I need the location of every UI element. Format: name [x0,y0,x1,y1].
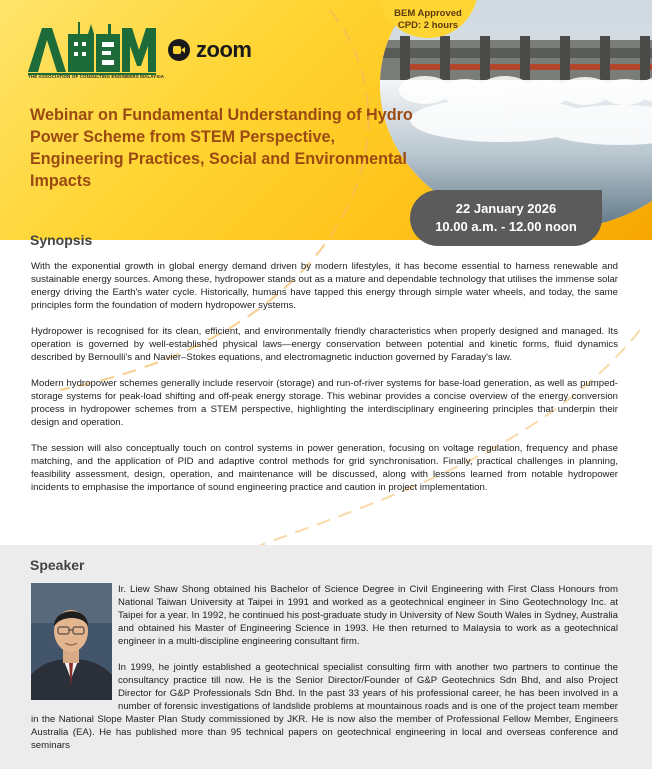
webinar-title: Webinar on Fundamental Understanding of Hydro Power Scheme from STEM Perspective, Engineering Practices, Social and Environmental Impacts [30,106,413,190]
bio-paragraph: In 1999, he jointly established a geotechnical specialist consulting firm with another two partners to continue the consultancy practice till now. He is the Senior Director/Founder of G&P Geotechnics Sdn Bhd, and also Project Director for G&P Professionals Sdn Bhd. In the past 33 years of his professional career, he has been involved in a number of forensic investigations of landslide problems at mountainous roads and is one of the project team member in the National Slope Master Plan Study commissioned by JKR. He is now also the member of Professional Fellow Member, Engineers Australia (EA). He has published more than 95 technical papers on geotechnical engineering in local and overseas conference and seminars [31,662,618,751]
zoom-label: zoom [196,37,252,62]
bio-paragraph: Ir. Liew Shaw Shong obtained his Bachelor of Science Degree in Civil Engineering with First Class Honours from National Taiwan University at Taipei in 1991 and worked as a geotechnical engineer in Sino Geotechnology Inc. at Taipei for a year. In 1992, he continued his post-graduate study in University of New South Wales in Sydney, Australia and obtained his Master of Engineering Science in 1993. He then returned to Malaysia to work as a geotechnical engineer in a multi-discipline engineering consultant firm. [118,584,618,647]
synopsis-paragraph: The session will also conceptually touch on control systems in power generation, focusing on voltage regulation, frequency and phase matching, and the application of PID and adaptive control methods for grid synchronisation. Finally, practical challenges in planning, feasibility assessment, design, operation, and maintenance will be discussed, along with lessons learned from notable hydropower incidents to emphasise the importance of sound engineering practice and caution in project implementation. [31,443,618,493]
synopsis-paragraph: Modern hydropower schemes generally include reservoir (storage) and run-of-river systems for base-load generation, as well as pumped-storage systems for peak-load shifting and off-peak energy storage. This webinar provides a concise overview of the energy conversion process in hydropower schemes from a STEM perspective, highlighting the interdisciplinary engineering principles that underpin their design and operation. [31,378,618,428]
synopsis-heading: Synopsis [30,232,93,248]
zoom-camera-icon [168,39,190,61]
synopsis-body [31,260,618,507]
acem-logo [28,20,158,82]
date-time-box [410,190,602,246]
speaker-bio [31,583,618,765]
zoom-brand [168,37,251,63]
logo-subtitle: THE ASSOCIATION OF CONSULTING ENGINEERS MALAYSIA [28,74,165,79]
synopsis-paragraph: With the exponential growth in global energy demand driven by modern lifestyles, it has become essential to harness renewable and sustainable energy sources. Among these, hydropower stands out as a mature and dependable technology that utilises the immense solar energy driving the Earth's water cycle. Historically, humans have tapped this energy through simple water wheels, and today, the same principles form the foundation of modern hydropower systems. [31,261,618,311]
cpd-hours-text: CPD: 2 hours [397,20,459,31]
speaker-heading: Speaker [30,557,85,573]
event-date: 22 January 2026 [455,201,557,216]
event-time: 10.00 a.m. - 12.00 noon [435,219,577,234]
bem-approved-text: BEM Approved [394,8,462,19]
synopsis-paragraph: Hydropower is recognised for its clean, efficient, and environmentally friendly characteristics when properly designed and managed. Its operation is governed by well-established physical laws—energy conservation between potential and kinetic forms, fluid dynamics described by Bernoulli's and Navier–Stokes equations, and electromagnetic induction governed by Faraday's law. [31,326,618,363]
